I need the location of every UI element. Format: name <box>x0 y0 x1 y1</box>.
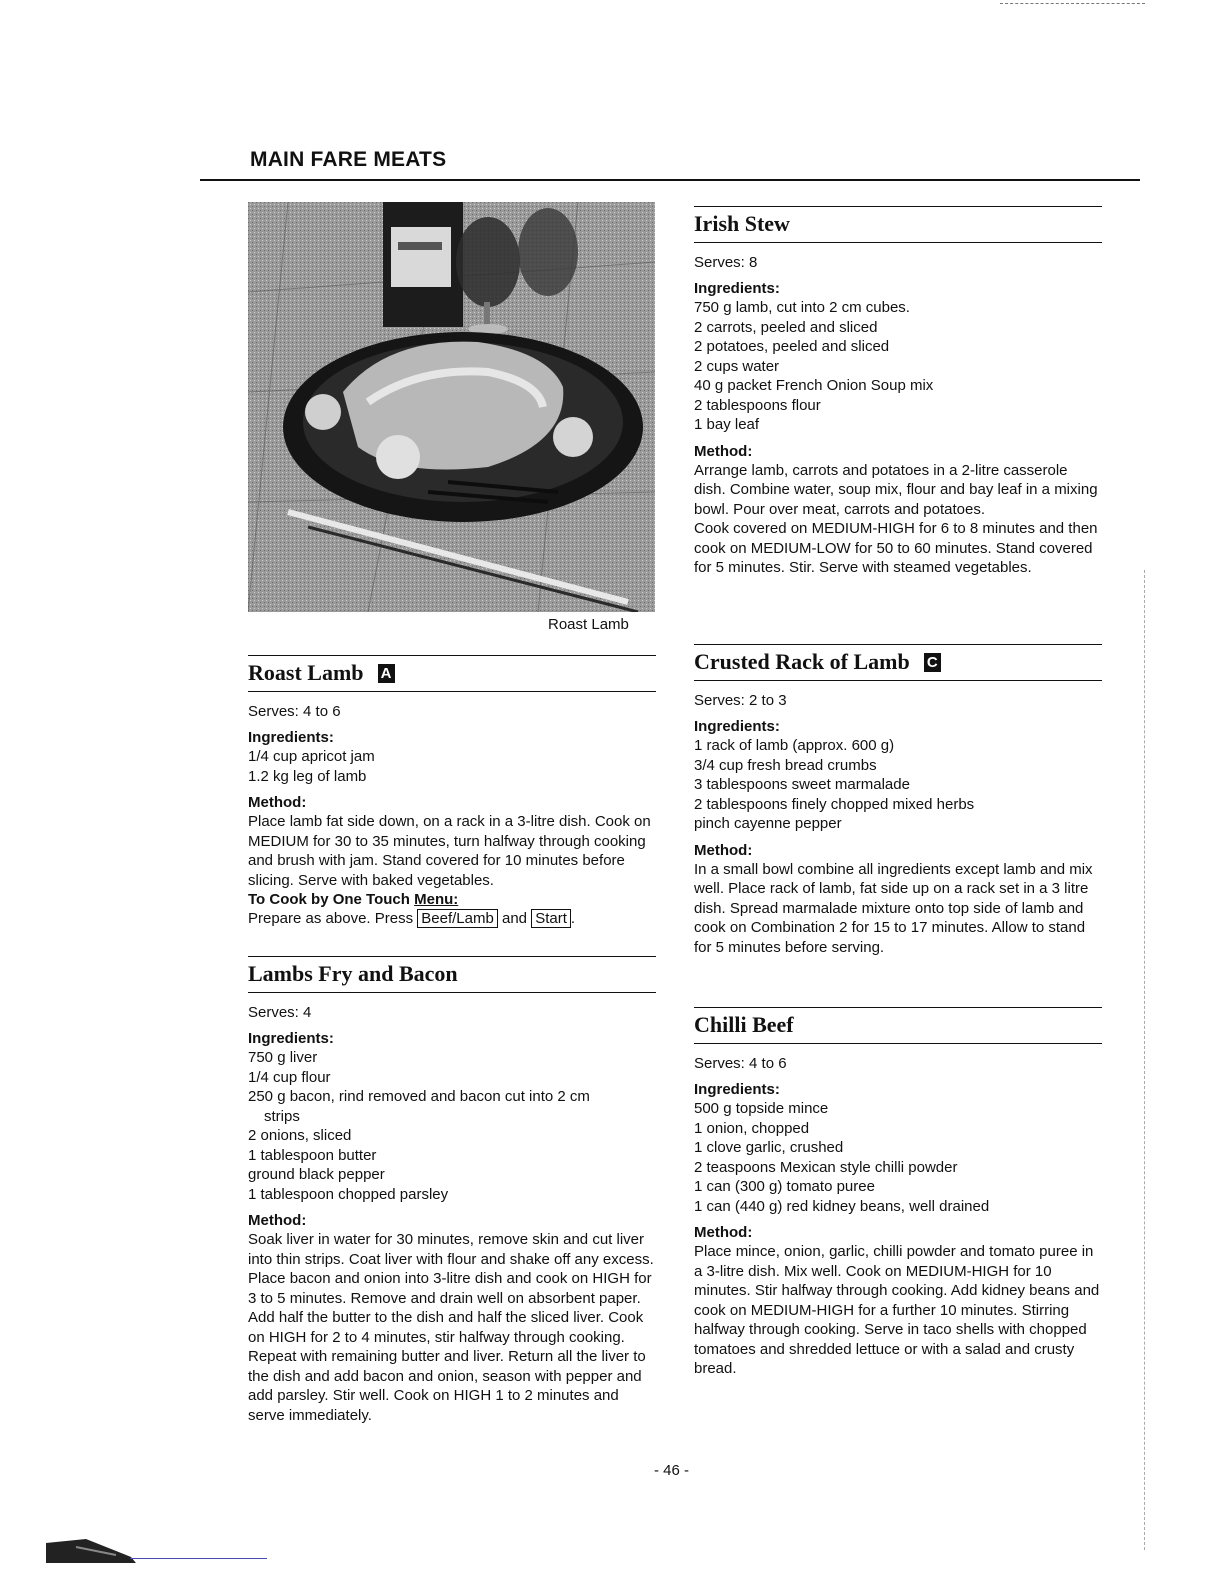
recipe-title-text: Chilli Beef <box>694 1012 794 1037</box>
ingredients-list <box>248 1048 656 1204</box>
end-text: . <box>570 910 576 927</box>
method-label: Method: <box>694 1224 753 1241</box>
method-label: Method: <box>248 794 307 811</box>
ingredients-label: Ingredients: <box>248 1030 334 1047</box>
ingredient: 1 can (300 g) tomato puree <box>694 1178 875 1195</box>
ingredient: 750 g liver <box>248 1049 318 1066</box>
method-text: Soak liver in water for 30 minutes, remove skin and cut liver into thin strips. Coat liver with flour and shake off any excess. Place bacon and onion into 3-litre dish and cook on HIGH for 3 to 5 minutes. Remove and drain well on absorbent paper. Add half the butter to the dish and half the sliced liver. Cook on HIGH for 2 to 4 minutes, stir halfway through cooking. Repeat with remaining butter and liver. Return all the liver to the dish and add bacon and onion, season with pepper and add parsley. Stir well. Cook on HIGH 1 to 2 minutes and serve immediately. <box>248 1231 654 1424</box>
ingredient: strips <box>264 1107 300 1125</box>
ingredient: 1/4 cup apricot jam <box>248 748 375 765</box>
one-touch-label-text: To Cook by One Touch <box>248 891 415 908</box>
roast-lamb-photo <box>248 202 655 612</box>
ingredient: 2 onions, sliced <box>248 1127 352 1144</box>
method-text: Place mince, onion, garlic, chilli powder and tomato puree in a 3-litre dish. Mix well. Cook on MEDIUM-HIGH for 10 minutes. Stir halfway through cooking. Add kidney beans and cook on MEDIUM-HIGH for a further 10 minutes. Stirring halfway through cooking. Serve in taco shells with chopped tomatoes and shredded lettuce or with a salad and crusty bread. <box>694 1243 1100 1377</box>
program-badge: C <box>924 653 941 672</box>
recipe-lambs-fry <box>248 956 656 1425</box>
method-text: Cook covered on MEDIUM-HIGH for 6 to 8 minutes and then cook on MEDIUM-LOW for 50 to 60 minutes. Stand covered for 5 minutes. Stir. Serve with steamed vegetables. <box>694 520 1098 576</box>
ingredients-list <box>694 298 1102 435</box>
recipe-crusted-rack <box>694 644 1102 957</box>
and-text: and <box>501 910 528 927</box>
scan-artifact-line <box>130 1558 267 1559</box>
recipe-roast-lamb <box>248 655 656 929</box>
ingredient: 1 clove garlic, crushed <box>694 1139 844 1156</box>
ingredient: 2 tablespoons finely chopped mixed herbs <box>694 795 975 813</box>
ingredient: 500 g topside mince <box>694 1100 829 1117</box>
recipe-chilli-beef <box>694 1007 1102 1379</box>
start-key: Start <box>531 909 571 928</box>
method-label: Method: <box>694 442 753 460</box>
ingredient: ground black pepper <box>248 1166 385 1183</box>
scan-edge-dashes <box>1144 570 1146 1550</box>
ingredient: 2 teaspoons Mexican style chilli powder <box>694 1158 958 1176</box>
ingredient: 2 cups water <box>694 357 780 375</box>
serves: Serves: 4 to 6 <box>694 1055 787 1072</box>
method-label: Method: <box>694 841 753 859</box>
ingredient: 1/4 cup flour <box>248 1068 331 1086</box>
recipe-title-text: Roast Lamb <box>248 660 364 685</box>
one-touch-menu-text: Menu: <box>414 891 459 908</box>
scan-artifact <box>46 1537 136 1563</box>
recipe-title <box>248 956 656 993</box>
recipe-title <box>248 655 656 692</box>
serves: Serves: 4 <box>248 1004 312 1021</box>
recipe-irish-stew <box>694 206 1102 578</box>
program-badge: A <box>378 664 395 683</box>
recipe-title <box>694 1007 1102 1044</box>
recipe-title-text: Irish Stew <box>694 211 790 236</box>
serves: Serves: 8 <box>694 254 758 271</box>
one-touch-label <box>248 890 656 909</box>
recipe-title <box>694 644 1102 681</box>
ingredient: 2 tablespoons flour <box>694 396 821 414</box>
beef-lamb-key: Beef/Lamb <box>417 909 498 928</box>
recipe-title <box>694 206 1102 243</box>
one-touch-text: Prepare as above. Press <box>248 910 414 927</box>
ingredients-list <box>248 747 656 786</box>
ingredient: 40 g packet French Onion Soup mix <box>694 377 934 394</box>
method-text: Arrange lamb, carrots and potatoes in a 2-litre casserole dish. Combine water, soup mix, flour and bay leaf in a mixing bowl. Pour over meat, carrots and potatoes. <box>694 461 1098 518</box>
serves: Serves: 2 to 3 <box>694 692 787 709</box>
ingredient: 1 onion, chopped <box>694 1119 810 1137</box>
photo-caption: Roast Lamb <box>548 616 629 633</box>
ingredient: 3/4 cup fresh bread crumbs <box>694 756 877 774</box>
title-rule <box>200 179 1140 181</box>
ingredients-label: Ingredients: <box>694 1081 780 1098</box>
ingredient: 2 carrots, peeled and sliced <box>694 318 878 336</box>
serves: Serves: 4 to 6 <box>248 703 341 720</box>
ingredient: 1 can (440 g) red kidney beans, well drained <box>694 1197 990 1215</box>
page-title: MAIN FARE MEATS <box>250 148 447 171</box>
ingredient: 1.2 kg leg of lamb <box>248 767 367 785</box>
ingredient: 2 potatoes, peeled and sliced <box>694 338 890 355</box>
recipe-title-text: Lambs Fry and Bacon <box>248 961 458 986</box>
ingredient: 3 tablespoons sweet marmalade <box>694 776 910 793</box>
ingredients-label: Ingredients: <box>248 729 334 746</box>
ingredient: 250 g bacon, rind removed and bacon cut into 2 cm <box>248 1088 590 1105</box>
method-text: In a small bowl combine all ingredients except lamb and mix well. Place rack of lamb, fat side up on a rack set in a 3 litre dish. Spread marmalade mixture onto top side of lamb and cook on Combination 2 for 15 to 17 minutes. Allow to stand for 5 minutes before serving. <box>694 860 1093 956</box>
ingredients-label: Ingredients: <box>694 718 780 735</box>
method-text: Place lamb fat side down, on a rack in a 3-litre dish. Cook on MEDIUM for 30 to 35 minutes, turn halfway through cooking and brush with jam. Stand covered for 10 minutes before slicing. Serve with baked vegetables. <box>248 813 651 889</box>
ingredient: 1 bay leaf <box>694 416 760 433</box>
one-touch-instructions <box>248 909 656 929</box>
method-label: Method: <box>248 1212 307 1229</box>
ingredient: 750 g lamb, cut into 2 cm cubes. <box>694 299 910 316</box>
ingredient: 1 tablespoon chopped parsley <box>248 1185 449 1203</box>
ingredient: pinch cayenne pepper <box>694 815 842 832</box>
scan-edge-line <box>1000 3 1145 4</box>
recipe-title-text: Crusted Rack of Lamb <box>694 649 910 674</box>
ingredient: 1 rack of lamb (approx. 600 g) <box>694 737 895 754</box>
ingredients-label: Ingredients: <box>694 280 780 297</box>
page-number: - 46 - <box>654 1462 690 1479</box>
ingredients-list <box>694 736 1102 834</box>
ingredient: 1 tablespoon butter <box>248 1146 377 1164</box>
ingredients-list <box>694 1099 1102 1216</box>
